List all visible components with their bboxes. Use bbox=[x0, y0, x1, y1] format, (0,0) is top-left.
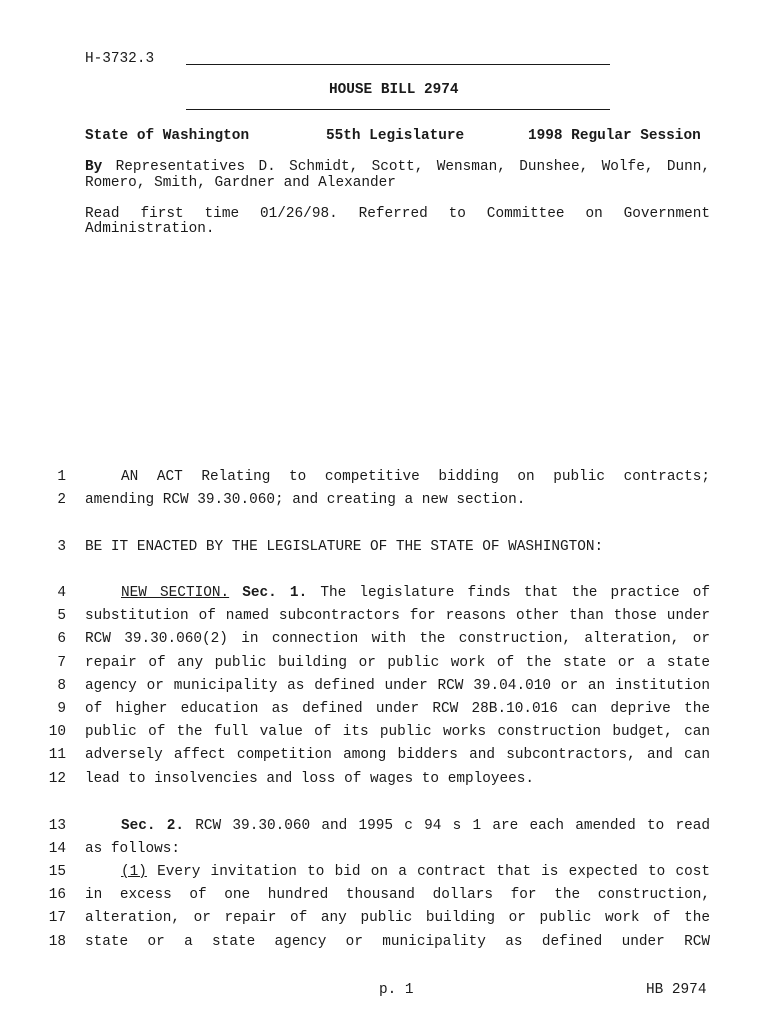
line-number: 7 bbox=[57, 655, 66, 671]
line-number: 3 bbox=[57, 539, 66, 555]
line-number: 9 bbox=[57, 701, 66, 717]
line-number: 4 bbox=[57, 585, 66, 601]
line-text: The legislature finds that the practice of bbox=[320, 585, 711, 601]
line-text: RCW 39.30.060 and 1995 c 94 s 1 are each amended to read bbox=[195, 818, 710, 834]
line-number: 5 bbox=[57, 608, 66, 624]
body-line: of higher education as defined under RCW 28B.10.016 can deprive the bbox=[85, 701, 710, 717]
body-line: alteration, or repair of any public building or public work of the bbox=[85, 910, 710, 926]
body-line: public of the full value of its public works construction budget, can bbox=[85, 724, 710, 740]
line-text: Every invitation to bid on a contract that is expected to cost bbox=[157, 864, 711, 880]
body-line bbox=[121, 865, 710, 879]
header-rule-bottom bbox=[186, 109, 610, 110]
session-label: 1998 Regular Session bbox=[528, 128, 701, 144]
body-line: state or a state agency or municipality as defined under RCW bbox=[85, 934, 710, 950]
body-line: RCW 39.30.060(2) in connection with the construction, alteration, or bbox=[85, 631, 710, 647]
header-rule-top bbox=[186, 64, 610, 65]
line-number: 18 bbox=[48, 934, 66, 950]
body-line: substitution of named subcontractors for reasons other than those under bbox=[85, 608, 710, 624]
referral-line-2: Administration. bbox=[85, 221, 215, 237]
line-number: 10 bbox=[48, 724, 66, 740]
line-number: 2 bbox=[57, 492, 66, 508]
body-line: adversely affect competition among bidders and subcontractors, and can bbox=[85, 747, 710, 763]
body-line: repair of any public building or public work of the state or a state bbox=[85, 655, 710, 671]
line-number: 16 bbox=[48, 887, 66, 903]
body-line: lead to insolvencies and loss of wages to employees. bbox=[85, 771, 535, 787]
section-heading: Sec. 1. bbox=[242, 585, 308, 601]
line-number: 12 bbox=[48, 771, 66, 787]
bill-reference: HB 2974 bbox=[646, 982, 707, 998]
state-label: State of Washington bbox=[85, 128, 250, 144]
page-number: p. 1 bbox=[379, 982, 414, 998]
line-number: 17 bbox=[48, 910, 66, 926]
body-line: as follows: bbox=[85, 841, 180, 857]
line-number: 1 bbox=[57, 469, 66, 485]
underlined-text: NEW SECTION. bbox=[121, 585, 230, 601]
line-number: 6 bbox=[57, 631, 66, 647]
bill-title: HOUSE BILL 2974 bbox=[329, 82, 459, 98]
referral-line-1: Read first time 01/26/98. Referred to Committee on Government bbox=[85, 206, 710, 222]
body-line bbox=[121, 586, 710, 600]
body-line bbox=[121, 819, 710, 833]
document-id: H-3732.3 bbox=[85, 51, 155, 67]
line-number: 13 bbox=[48, 818, 66, 834]
body-line: BE IT ENACTED BY THE LEGISLATURE OF THE STATE OF WASHINGTON: bbox=[85, 539, 604, 555]
body-line: in excess of one hundred thousand dollars for the construction, bbox=[85, 887, 710, 903]
sponsors-line-1: By Representatives D. Schmidt, Scott, Wensman, Dunshee, Wolfe, Dunn, bbox=[85, 159, 710, 175]
by-label: By bbox=[85, 159, 103, 175]
body-line: AN ACT Relating to competitive bidding on public contracts; bbox=[121, 469, 710, 485]
section-heading: Sec. 2. bbox=[121, 818, 185, 834]
body-line: amending RCW 39.30.060; and creating a new section. bbox=[85, 492, 526, 508]
line-number: 14 bbox=[48, 841, 66, 857]
legislature-label: 55th Legislature bbox=[326, 128, 465, 144]
sponsors-line-2: Romero, Smith, Gardner and Alexander bbox=[85, 175, 396, 191]
body-line: agency or municipality as defined under RCW 39.04.010 or an institution bbox=[85, 678, 710, 694]
line-number: 8 bbox=[57, 678, 66, 694]
line-number: 11 bbox=[48, 747, 66, 763]
underlined-text: (1) bbox=[121, 864, 147, 880]
line-number: 15 bbox=[48, 864, 66, 880]
